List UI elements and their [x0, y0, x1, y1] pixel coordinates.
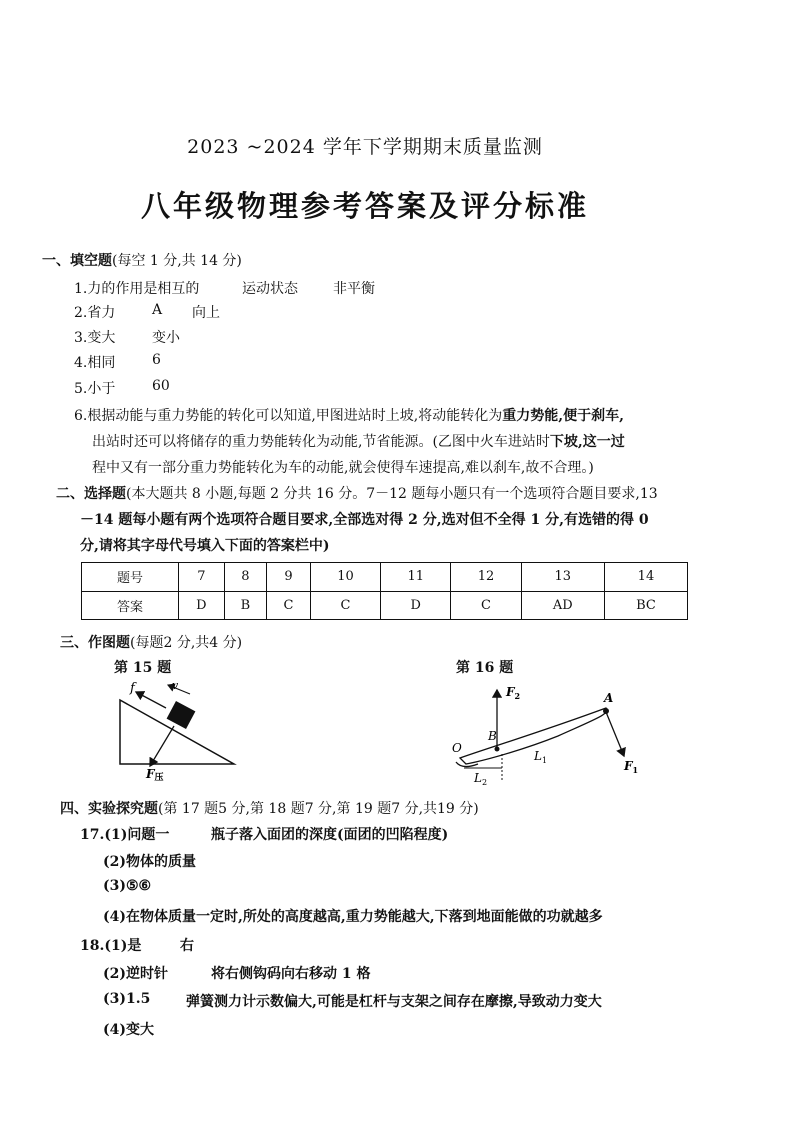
question-number: 6. [74, 408, 88, 424]
q3-answer-b: 变小 [152, 330, 180, 346]
fig16-diagram [448, 678, 648, 790]
question-number: 1. [74, 281, 88, 297]
section-3-title: 三、作图题 [60, 635, 130, 651]
answer-text: (1)问题一 [104, 827, 170, 843]
block [167, 701, 196, 729]
velocity-label: v [172, 679, 179, 692]
question-number: 5. [74, 381, 88, 397]
q17-part4: (4)在物体质量一定时,所处的高度越高,重力势能越大,下落到地面能做的功就越多 [103, 909, 603, 925]
document-title: 八年级物理参考答案及评分标准 [140, 189, 589, 223]
q6-answer-line3: 程中又有一部分重力势能转化为车的动能,就会使得车速提高,难以刹车,故不合理。) [92, 460, 594, 476]
l1-label [533, 749, 547, 765]
f1-label [623, 759, 638, 775]
l1-subscript: 1 [541, 756, 548, 765]
table-row [82, 591, 688, 620]
answer-text-bold: 下坡,这一过 [549, 434, 625, 450]
section-3-note: (每题2 分,共4 分) [130, 635, 243, 651]
answer-text: 力的作用是相互的 [87, 281, 200, 297]
table-cell: D [381, 591, 451, 620]
answer-text: 省力 [87, 305, 116, 321]
table-cell: 12 [451, 563, 521, 592]
q18-part3-answer: 弹簧测力计示数偏大,可能是杠杆与支架之间存在摩擦,导致动力变大 [186, 994, 602, 1010]
q6-answer-line2 [92, 431, 625, 451]
l1-letter: L [534, 749, 542, 763]
friction-arrow [136, 692, 166, 708]
question-number: 3. [74, 330, 88, 346]
f1-subscript: 1 [632, 765, 639, 775]
q18-part1-answer: 右 [180, 938, 194, 954]
table-row [82, 563, 688, 592]
answer-table [81, 562, 688, 620]
f2-letter: F [506, 685, 515, 699]
table-cell: 10 [310, 563, 380, 592]
table-cell: B [224, 591, 266, 620]
question-number: 2. [74, 305, 88, 321]
table-cell: C [310, 591, 380, 620]
section-2-note: (本大题共 8 小题,每题 2 分共 16 分。7－12 题每小题只有一个选项符合题目要求,13 [126, 486, 658, 502]
l2-letter: L [474, 771, 482, 785]
q6-answer-line1 [74, 405, 624, 425]
l2-label [473, 771, 487, 787]
section-2-line1 [56, 483, 658, 503]
q18-part1 [80, 935, 141, 955]
section-2-line3: 分,请将其字母代号填入下面的答案栏中) [80, 538, 330, 554]
f2-label [505, 685, 520, 701]
q1-answer-b: 运动状态 [242, 281, 298, 297]
q1-answer [74, 278, 199, 298]
exam-session-title: 2023 ~2024 学年下学期期末质量监测 [187, 136, 543, 158]
q4-answer [74, 352, 115, 372]
table-cell: 9 [267, 563, 311, 592]
fig16-caption: 第 16 题 [456, 660, 514, 676]
table-cell: 14 [604, 563, 687, 592]
pressure-force-subscript: 压 [154, 773, 164, 783]
q5-answer [74, 378, 115, 398]
table-cell: C [267, 591, 311, 620]
table-cell: 13 [521, 563, 604, 592]
question-number: 18. [80, 938, 105, 954]
q2-answer [74, 302, 115, 322]
q17-part2: (2)物体的质量 [103, 854, 196, 870]
section-1-title: 一、填空题 [42, 253, 112, 269]
q3-answer [74, 327, 115, 347]
pressure-force-letter: F [146, 767, 155, 781]
point-a-label: A [604, 691, 614, 705]
q2-answer-b: A [152, 302, 163, 318]
friction-label: f [130, 681, 135, 696]
table-header-cell: 题号 [82, 563, 179, 592]
fig15-caption: 第 15 题 [114, 660, 172, 676]
q17-part3: (3)⑤⑥ [103, 878, 152, 894]
l2-subscript: 2 [481, 778, 488, 787]
q18-part2: (2)逆时针 [103, 966, 168, 982]
q1-answer-c: 非平衡 [333, 281, 375, 297]
answer-text: 根据动能与重力势能的转化可以知道,甲图进站时上坡,将动能转化为 [87, 408, 503, 424]
section-2-title: 二、选择题 [56, 486, 126, 502]
pressure-force-arrow [150, 726, 174, 766]
q18-part4: (4)变大 [103, 1022, 154, 1038]
answer-text-bold: 重力势能,便于刹车, [502, 408, 625, 424]
q4-answer-b: 6 [152, 352, 161, 368]
section-4-note: (第 17 题5 分,第 18 题7 分,第 19 题7 分,共19 分) [158, 801, 479, 817]
question-number: 17. [80, 827, 105, 843]
fig15-diagram [110, 678, 245, 786]
f2-subscript: 2 [514, 691, 521, 701]
f1-letter: F [624, 759, 633, 773]
section-2-line2: －14 题每小题有两个选项符合题目要求,全部选对得 2 分,选对但不全得 1 分,有选错的得 0 [80, 512, 649, 528]
q17-part1-answer: 瓶子落入面团的深度(面团的凹陷程度) [211, 827, 449, 843]
table-cell: D [179, 591, 225, 620]
pivot-o-label: O [452, 741, 462, 755]
answer-text: 小于 [87, 381, 116, 397]
q5-answer-b: 60 [152, 378, 170, 394]
section-4-heading [60, 798, 479, 818]
answer-text: 变大 [87, 330, 116, 346]
table-cell: 8 [224, 563, 266, 592]
section-1-note: (每空 1 分,共 14 分) [112, 253, 242, 269]
table-cell: C [451, 591, 521, 620]
answer-text: 出站时还可以将储存的重力势能转化为动能,节省能源。(乙图中火车进站时 [92, 434, 550, 450]
section-4-title: 四、实验探究题 [60, 801, 158, 817]
q17-part1 [80, 824, 169, 844]
q2-answer-c: 向上 [192, 305, 220, 321]
answer-text: (1)是 [104, 938, 142, 954]
pressure-force-label [145, 767, 164, 783]
table-cell: 11 [381, 563, 451, 592]
section-1-heading [42, 250, 242, 270]
table-cell: 7 [179, 563, 225, 592]
force-f1-arrow [606, 712, 624, 756]
point-b-label: B [488, 729, 497, 743]
question-number: 4. [74, 355, 88, 371]
section-3-heading [60, 632, 242, 652]
table-cell: BC [604, 591, 687, 620]
q18-part2-answer: 将右侧钩码向右移动 1 格 [211, 966, 371, 982]
table-header-cell: 答案 [82, 591, 179, 620]
answer-text: 相同 [87, 355, 116, 371]
q18-part3: (3)1.5 [103, 991, 151, 1007]
table-cell: AD [521, 591, 604, 620]
